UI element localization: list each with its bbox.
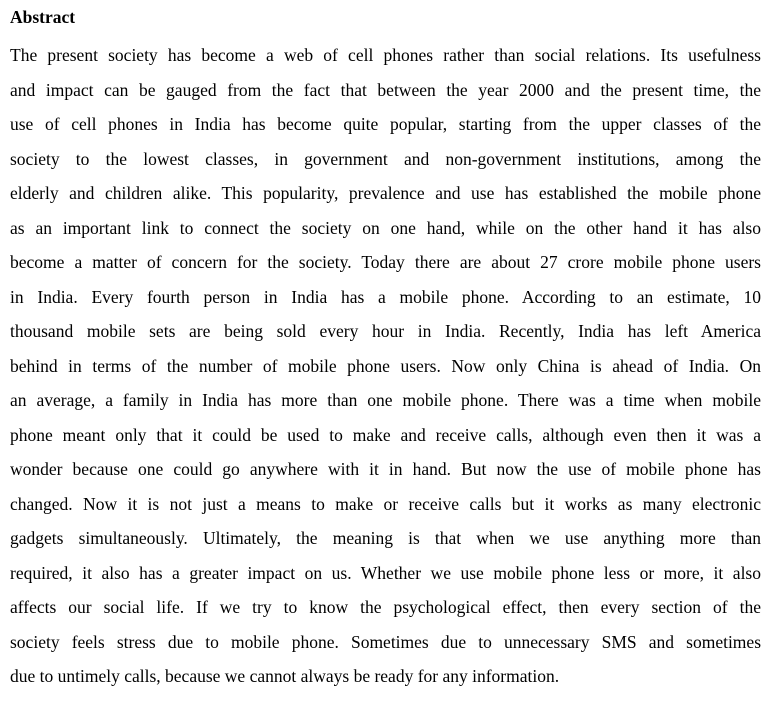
text-line: affects our social life. If we try to know the psychological effect, then every section of the bbox=[10, 597, 761, 617]
text-line: an average, a family in India has more than one mobile phone. There was a time when mobile bbox=[10, 390, 761, 410]
text-line: behind in terms of the number of mobile phone users. Now only China is ahead of India. On bbox=[10, 355, 761, 376]
text-line: and impact can be gauged from the fact that between the year 2000 and the present time, the bbox=[10, 79, 761, 100]
text-line: elderly and children alike. This popularity, prevalence and use has established the mobile phone bbox=[10, 183, 761, 203]
text-line: changed. Now it is not just a means to make or receive calls but it works as many electronic bbox=[10, 493, 761, 514]
text-line: in India. Every fourth person in India has a mobile phone. According to an estimate, 10 bbox=[10, 286, 761, 307]
text-line: gadgets simultaneously. Ultimately, the meaning is that when we use anything more than bbox=[10, 528, 761, 548]
text-line: phone meant only that it could be used to make and receive calls, although even then it was a bbox=[10, 424, 761, 445]
text-line: society feels stress due to mobile phone. Sometimes due to unnecessary SMS and sometimes bbox=[10, 631, 761, 652]
text-line: required, it also has a greater impact on us. Whether we use mobile phone less or more, it also bbox=[10, 562, 761, 583]
text-line: The present society has become a web of cell phones rather than social relations. Its usefulness bbox=[10, 45, 761, 65]
text-line: as an important link to connect the society on one hand, while on the other hand it has also bbox=[10, 217, 761, 238]
text-line: use of cell phones in India has become quite popular, starting from the upper classes of the bbox=[10, 114, 761, 134]
abstract-section bbox=[10, 0, 761, 694]
text-line: society to the lowest classes, in government and non-government institutions, among the bbox=[10, 148, 761, 169]
text-line: due to untimely calls, because we cannot always be ready for any information. bbox=[10, 666, 560, 686]
abstract-heading: Abstract bbox=[10, 7, 76, 27]
abstract-body bbox=[10, 38, 761, 694]
text-line: wonder because one could go anywhere with it in hand. But now the use of mobile phone has bbox=[10, 459, 761, 479]
text-line: become a matter of concern for the society. Today there are about 27 crore mobile phone users bbox=[10, 252, 761, 272]
text-line: thousand mobile sets are being sold every hour in India. Recently, India has left America bbox=[10, 321, 761, 341]
